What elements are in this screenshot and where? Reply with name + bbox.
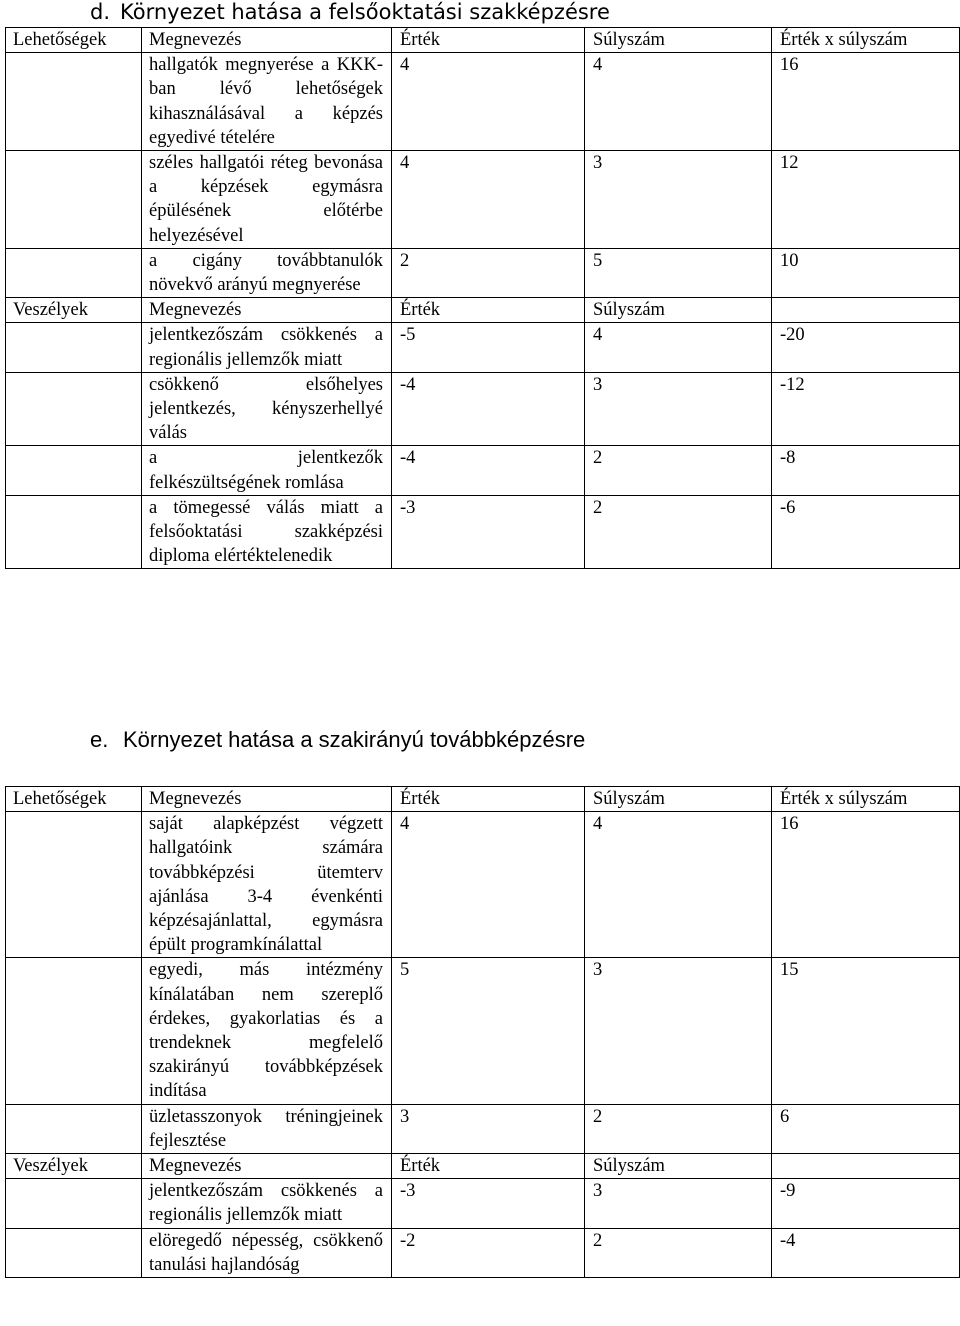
item-name: egyedi, más intézmény kínálatában nem szereplő érdekes, gyakorlatias és a trendeknek megfelelő szakirányú továbbképzések indítása — [142, 958, 392, 1104]
item-product: -20 — [772, 323, 960, 372]
item-value: 4 — [392, 151, 585, 249]
item-name: saját alapképzést végzett hallgatóink számára továbbképzési ütemterv ajánlása 3-4 évenkénti képzésajánlattal, egymásra épült programkínálattal — [142, 812, 392, 958]
item-product: -12 — [772, 372, 960, 446]
item-weight: 3 — [585, 151, 772, 249]
empty-cell — [6, 53, 142, 151]
table-header-row — [6, 787, 960, 812]
item-product: 6 — [772, 1104, 960, 1153]
item-name: csökkenő elsőhelyes jelentkezés, kényszerhellyé válás — [142, 372, 392, 446]
table-row — [6, 1179, 960, 1228]
item-product: 10 — [772, 248, 960, 297]
item-weight: 2 — [585, 495, 772, 569]
item-name: a jelentkezők felkészültségének romlása — [142, 446, 392, 495]
item-name: széles hallgatói réteg bevonása a képzések egymásra épülésének előtérbe helyezésével — [142, 151, 392, 249]
header-cell — [772, 298, 960, 323]
item-name: jelentkezőszám csökkenés a regionális jellemzők miatt — [142, 1179, 392, 1228]
item-name: a cigány továbbtanulók növekvő arányú megnyerése — [142, 248, 392, 297]
item-product: -8 — [772, 446, 960, 495]
section-d-title: Környezet hatása a felsőoktatási szakképzésre — [120, 0, 610, 24]
item-value: -4 — [392, 372, 585, 446]
threat-header-row — [6, 298, 960, 323]
table-row — [6, 248, 960, 297]
item-weight: 3 — [585, 1179, 772, 1228]
item-weight: 5 — [585, 248, 772, 297]
item-name: jelentkezőszám csökkenés a regionális jellemzők miatt — [142, 323, 392, 372]
empty-cell — [6, 1179, 142, 1228]
empty-cell — [6, 1104, 142, 1153]
table-row — [6, 323, 960, 372]
item-name: a tömegessé válás miatt a felsőoktatási szakképzési diploma elértéktelenedik — [142, 495, 392, 569]
section-e-letter: e. — [90, 727, 109, 752]
table-row — [6, 446, 960, 495]
header-cell: Lehetőségek — [6, 28, 142, 53]
empty-cell — [6, 958, 142, 1104]
item-value: 2 — [392, 248, 585, 297]
header-cell: Érték x súlyszám — [772, 28, 960, 53]
item-value: -3 — [392, 495, 585, 569]
item-weight: 2 — [585, 446, 772, 495]
item-value: -3 — [392, 1179, 585, 1228]
section-e-title: Környezet hatása a szakirányú továbbképzésre — [123, 727, 586, 752]
table-row — [6, 1104, 960, 1153]
item-value: 4 — [392, 53, 585, 151]
item-product: -9 — [772, 1179, 960, 1228]
item-product: -6 — [772, 495, 960, 569]
item-name: hallgatók megnyerése a KKK-ban lévő lehetőségek kihasználásával a képzés egyedivé tételére — [142, 53, 392, 151]
table-row — [6, 1228, 960, 1277]
item-weight: 4 — [585, 323, 772, 372]
item-product: 16 — [772, 812, 960, 958]
empty-cell — [6, 1228, 142, 1277]
empty-cell — [6, 446, 142, 495]
empty-cell — [6, 323, 142, 372]
item-product: 16 — [772, 53, 960, 151]
item-value: -4 — [392, 446, 585, 495]
header-cell: Megnevezés — [142, 298, 392, 323]
table-row — [6, 812, 960, 958]
empty-cell — [6, 151, 142, 249]
header-cell: Megnevezés — [142, 1154, 392, 1179]
item-product: 15 — [772, 958, 960, 1104]
header-cell: Súlyszám — [585, 298, 772, 323]
header-cell: Érték — [392, 1154, 585, 1179]
empty-cell — [6, 812, 142, 958]
item-product: 12 — [772, 151, 960, 249]
item-value: -5 — [392, 323, 585, 372]
table-row — [6, 958, 960, 1104]
header-cell — [772, 1154, 960, 1179]
header-cell: Veszélyek — [6, 1154, 142, 1179]
item-weight: 3 — [585, 958, 772, 1104]
section-e-table — [5, 786, 960, 1278]
item-value: 3 — [392, 1104, 585, 1153]
item-weight: 4 — [585, 812, 772, 958]
item-name: üzletasszonyok tréningjeinek fejlesztése — [142, 1104, 392, 1153]
table-row — [6, 495, 960, 569]
header-cell: Lehetőségek — [6, 787, 142, 812]
header-cell: Érték x súlyszám — [772, 787, 960, 812]
section-e-heading — [90, 727, 585, 753]
header-cell: Súlyszám — [585, 1154, 772, 1179]
section-d-letter: d. — [90, 0, 111, 24]
item-name: elöregedő népesség, csökkenő tanulási hajlandóság — [142, 1228, 392, 1277]
item-weight: 2 — [585, 1228, 772, 1277]
header-cell: Érték — [392, 28, 585, 53]
item-weight: 3 — [585, 372, 772, 446]
item-value: -2 — [392, 1228, 585, 1277]
header-cell: Megnevezés — [142, 787, 392, 812]
section-d-heading — [90, 0, 610, 24]
table-row — [6, 151, 960, 249]
section-d-table — [5, 27, 960, 569]
empty-cell — [6, 372, 142, 446]
header-cell: Megnevezés — [142, 28, 392, 53]
empty-cell — [6, 248, 142, 297]
item-value: 5 — [392, 958, 585, 1104]
empty-cell — [6, 495, 142, 569]
table-header-row — [6, 28, 960, 53]
item-value: 4 — [392, 812, 585, 958]
header-cell: Érték — [392, 298, 585, 323]
header-cell: Veszélyek — [6, 298, 142, 323]
header-cell: Súlyszám — [585, 787, 772, 812]
header-cell: Súlyszám — [585, 28, 772, 53]
item-product: -4 — [772, 1228, 960, 1277]
table-row — [6, 372, 960, 446]
table-row — [6, 53, 960, 151]
item-weight: 4 — [585, 53, 772, 151]
header-cell: Érték — [392, 787, 585, 812]
item-weight: 2 — [585, 1104, 772, 1153]
threat-header-row — [6, 1154, 960, 1179]
